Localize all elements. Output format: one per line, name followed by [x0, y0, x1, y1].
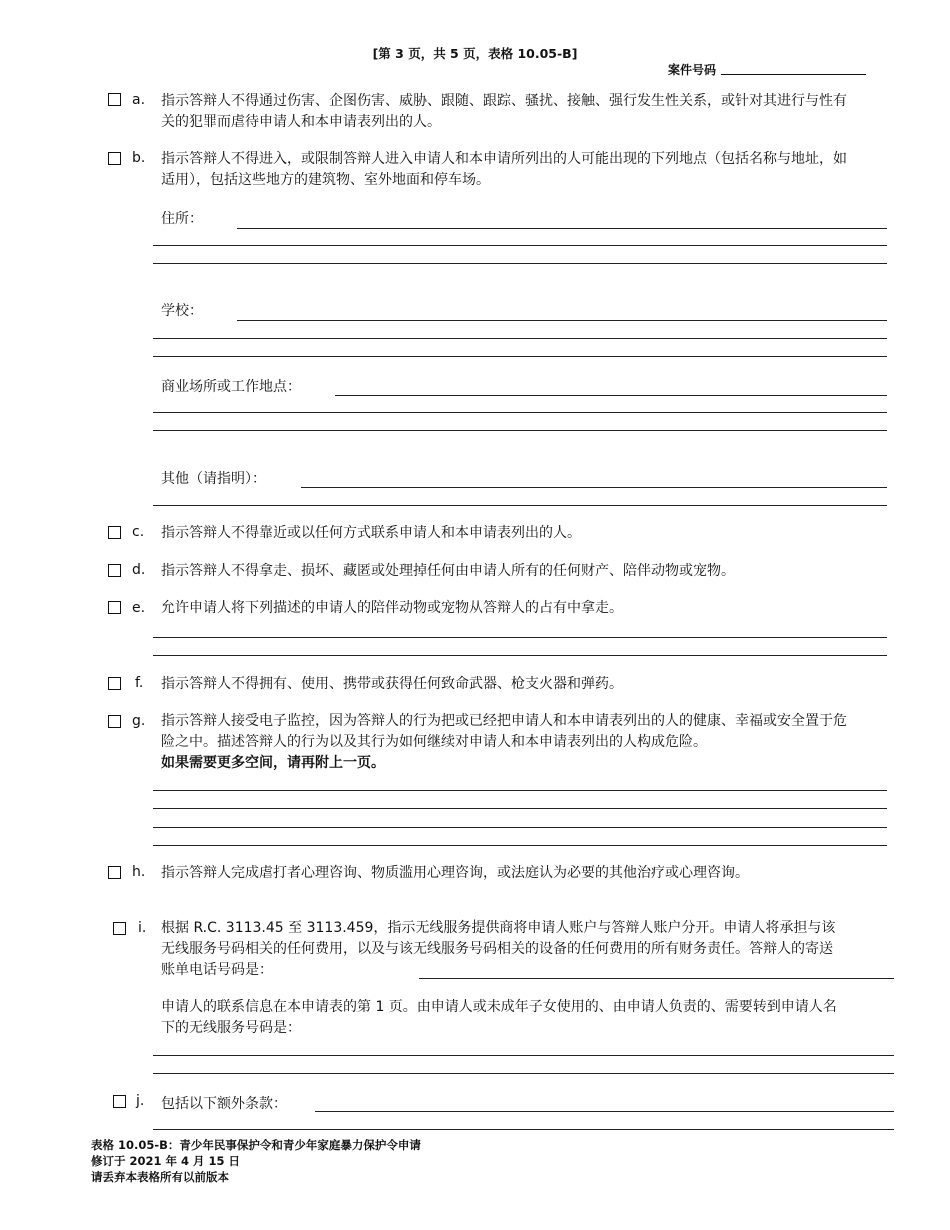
other-line-1[interactable]	[301, 487, 887, 488]
item-c-text: 指示答辩人不得靠近或以任何方式联系申请人和本申请表列出的人。	[161, 525, 581, 541]
item-i-letter: i.	[138, 920, 147, 936]
checkbox-d[interactable]	[108, 564, 121, 577]
pet-line-1[interactable]	[153, 637, 887, 638]
case-number-label: 案件号码	[668, 63, 717, 77]
item-i-text: 根据 R.C. 3113.45 至 3113.459，指示无线服务提供商将申请人账户与答辩人账户分开。申请人将承担与该无线服务号码相关的任何费用，以及与该无线服务号码相关的设备的任何费用的所有财务责任。答辩人的寄送账单电话号码是：	[161, 920, 836, 978]
footer-discard-note: 请丢弃本表格所有以前版本	[91, 1170, 229, 1184]
checkbox-c[interactable]	[108, 526, 121, 539]
business-line-2[interactable]	[153, 412, 887, 413]
item-g-letter: g.	[132, 713, 146, 729]
business-line-3[interactable]	[153, 430, 887, 431]
item-j-label: 包括以下额外条款：	[161, 1096, 287, 1112]
checkbox-h[interactable]	[108, 866, 121, 879]
item-j-letter: j.	[136, 1093, 145, 1109]
item-h-text: 指示答辩人完成虐打者心理咨询、物质滥用心理咨询，或法庭认为必要的其他治疗或心理咨询。	[161, 865, 749, 881]
residence-label: 住所：	[161, 211, 203, 227]
school-label: 学校：	[161, 303, 203, 319]
page-header: [第 3 页，共 5 页，表格 10.05-B]	[372, 46, 578, 61]
item-a-text: 指示答辩人不得通过伤害、企图伤害、威胁、跟随、跟踪、骚扰、接触、强行发生性关系，或针对其进行与性有关的犯罪而虐待申请人和本申请表列出的人。	[161, 93, 847, 130]
item-b-letter: b.	[132, 150, 146, 166]
item-d-letter: d.	[132, 562, 146, 578]
item-h-letter: h.	[132, 864, 146, 880]
item-f-letter: f.	[135, 675, 144, 691]
behavior-line-4[interactable]	[153, 845, 887, 846]
item-d-text: 指示答辩人不得拿走、损坏、藏匿或处理掉任何由申请人所有的任何财产、陪伴动物或宠物。	[161, 563, 735, 579]
checkbox-a[interactable]	[108, 93, 121, 106]
other-line-2[interactable]	[153, 505, 887, 506]
footer-form-title: 表格 10.05-B：青少年民事保护令和青少年家庭暴力保护令申请	[91, 1138, 421, 1152]
school-line-1[interactable]	[237, 320, 887, 321]
pet-line-2[interactable]	[153, 655, 887, 656]
item-c-letter: c.	[132, 524, 145, 540]
school-line-2[interactable]	[153, 338, 887, 339]
case-number-field[interactable]	[721, 74, 866, 75]
footer-revision: 修订于 2021 年 4 月 15 日	[91, 1154, 241, 1168]
item-b-text: 指示答辩人不得进入，或限制答辩人进入申请人和本申请所列出的人可能出现的下列地点（包括名称与地址，如适用），包括这些地方的建筑物、室外地面和停车场。	[161, 151, 847, 188]
item-e-text: 允许申请人将下列描述的申请人的陪伴动物或宠物从答辩人的占有中拿走。	[161, 600, 623, 616]
residence-line-1[interactable]	[237, 228, 887, 229]
checkbox-i[interactable]	[113, 922, 126, 935]
business-label: 商业场所或工作地点：	[161, 379, 301, 395]
billing-phone-line[interactable]	[419, 978, 894, 979]
residence-line-2[interactable]	[153, 245, 887, 246]
wireless-line-2[interactable]	[153, 1073, 894, 1074]
additional-terms-line-1[interactable]	[315, 1111, 894, 1112]
other-label: 其他（请指明）：	[161, 471, 266, 487]
checkbox-b[interactable]	[108, 152, 121, 165]
checkbox-j[interactable]	[113, 1095, 126, 1108]
item-e-letter: e.	[132, 600, 146, 616]
item-g-text: 指示答辩人接受电子监控，因为答辩人的行为把或已经把申请人和本申请表列出的人的健康、幸福或安全置于危险之中。描述答辩人的行为以及其行为如何继续对申请人和本申请表列出的人构成危险。	[161, 713, 847, 750]
item-i-text2: 申请人的联系信息在本申请表的第 1 页。由申请人或未成年子女使用的、由申请人负责的、需要转到申请人名下的无线服务号码是：	[161, 999, 837, 1036]
behavior-line-2[interactable]	[153, 808, 887, 809]
additional-terms-line-2[interactable]	[153, 1129, 894, 1130]
business-line-1[interactable]	[335, 395, 887, 396]
checkbox-g[interactable]	[108, 715, 121, 728]
wireless-line-1[interactable]	[153, 1055, 894, 1056]
item-g-note: 如果需要更多空间，请再附上一页。	[161, 755, 385, 771]
residence-line-3[interactable]	[153, 263, 887, 264]
school-line-3[interactable]	[153, 356, 887, 357]
checkbox-e[interactable]	[108, 601, 121, 614]
item-f-text: 指示答辩人不得拥有、使用、携带或获得任何致命武器、枪支火器和弹药。	[161, 676, 623, 692]
behavior-line-3[interactable]	[153, 827, 887, 828]
behavior-line-1[interactable]	[153, 790, 887, 791]
checkbox-f[interactable]	[108, 677, 121, 690]
item-a-letter: a.	[132, 92, 146, 108]
